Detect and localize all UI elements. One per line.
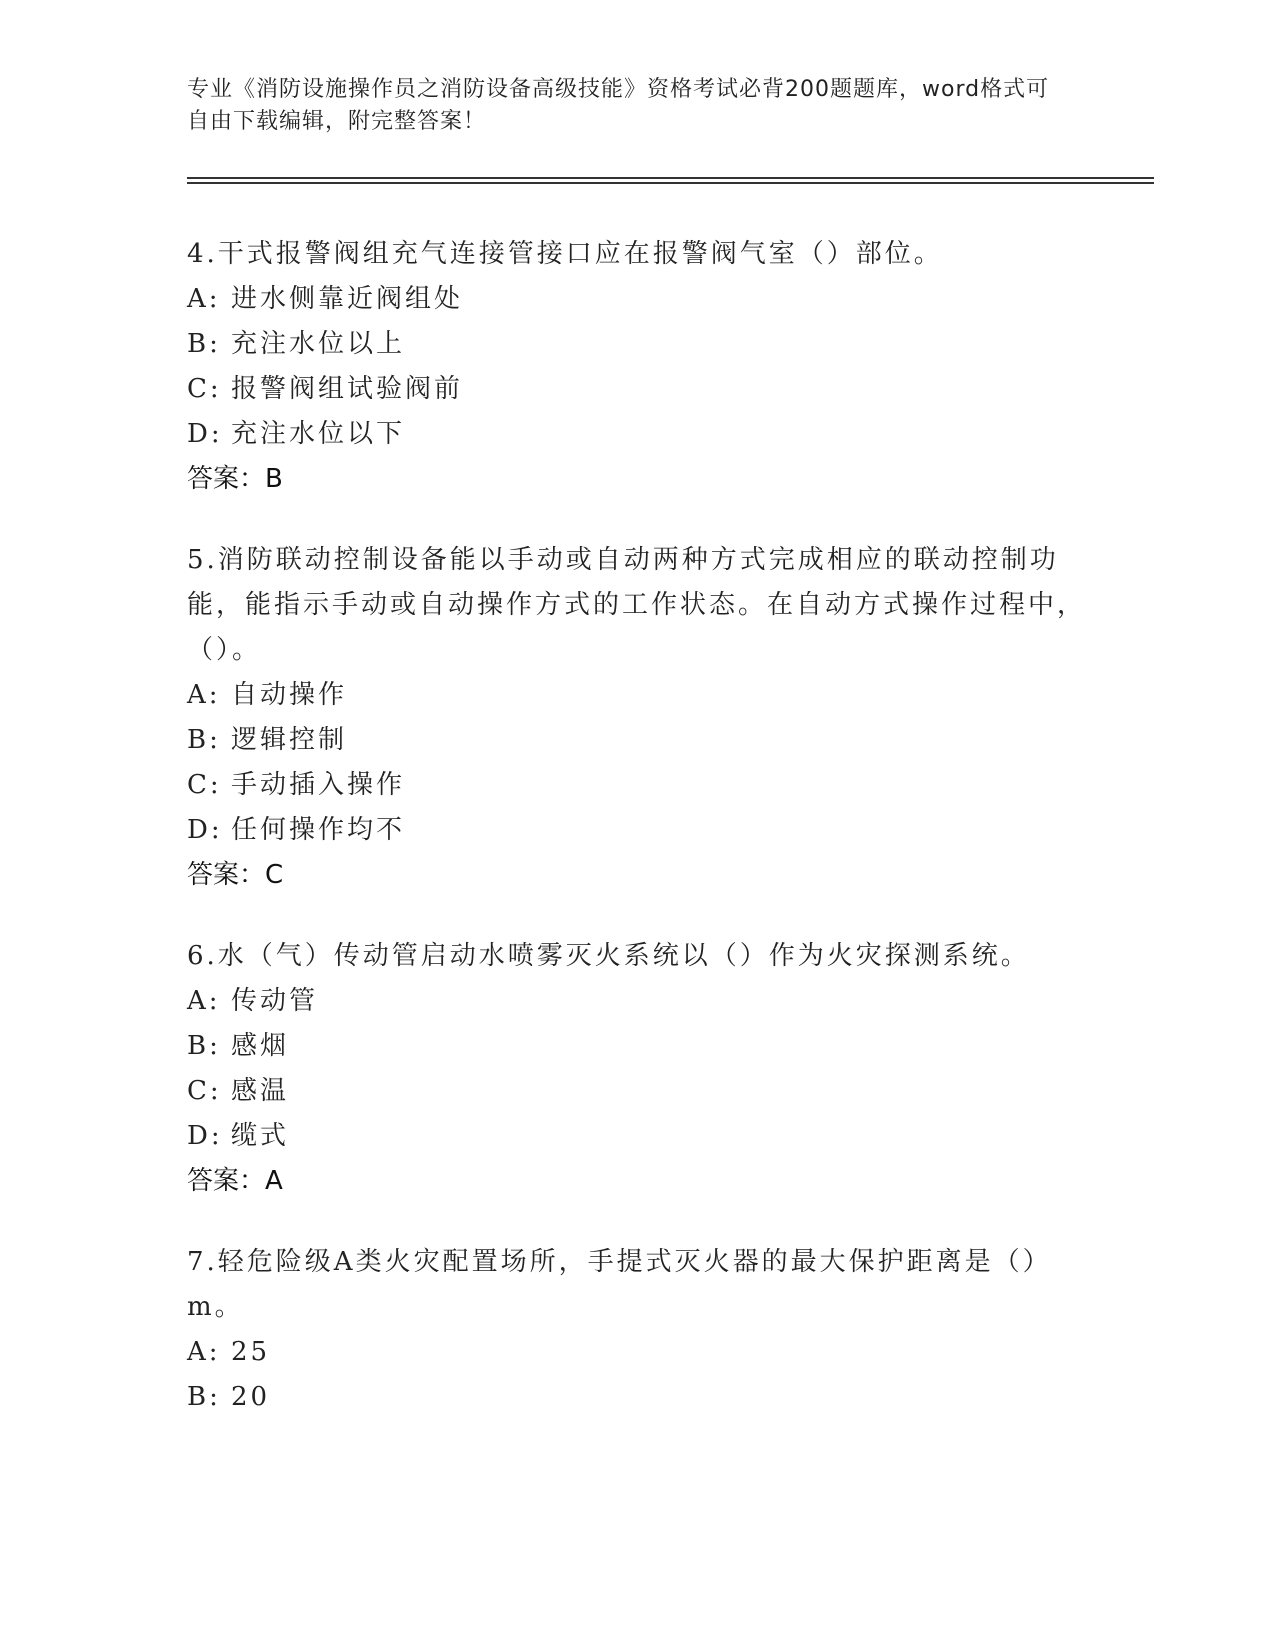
answer-line: 答案：A: [187, 1166, 283, 1196]
option-key: A:: [187, 680, 221, 710]
option-text: 进水侧靠近阀组处: [231, 284, 464, 314]
option-a: [187, 277, 1087, 322]
option-text: 任何操作均不: [231, 815, 406, 845]
option-key: A:: [187, 284, 221, 314]
option-text: 20: [231, 1382, 271, 1412]
option-b: [187, 1375, 1087, 1420]
answer-line: 答案：C: [187, 860, 284, 890]
option-key: B:: [187, 725, 221, 755]
option-b: [187, 718, 1087, 763]
option-d: [187, 412, 1087, 457]
option-text: 报警阀组试验阀前: [231, 374, 464, 404]
option-key: A:: [187, 986, 221, 1016]
question-list: [187, 232, 1087, 1456]
option-key: B:: [187, 1382, 221, 1412]
option-text: 25: [231, 1337, 271, 1367]
option-a: [187, 673, 1087, 718]
answer-line: 答案：B: [187, 464, 283, 494]
option-a: [187, 1330, 1087, 1375]
option-text: 充注水位以上: [231, 329, 406, 359]
option-text: 充注水位以下: [231, 419, 406, 449]
option-key: B:: [187, 329, 221, 359]
question-item: [187, 232, 1087, 502]
question-stem: 5.消防联动控制设备能以手动或自动两种方式完成相应的联动控制功能，能指示手动或自动操作方式的工作状态。在自动方式操作过程中，（）。: [187, 545, 1087, 665]
option-key: B:: [187, 1031, 221, 1061]
option-text: 感温: [231, 1076, 290, 1106]
option-d: [187, 808, 1087, 853]
option-text: 逻辑控制: [231, 725, 348, 755]
option-text: 手动插入操作: [231, 770, 406, 800]
question-stem: 4.干式报警阀组充气连接管接口应在报警阀气室（）部位。: [187, 239, 943, 269]
document-header: 专业《消防设施操作员之消防设备高级技能》资格考试必背200题题库，word格式可自由下载编辑，附完整答案！: [187, 77, 1050, 134]
option-a: [187, 979, 1087, 1024]
option-key: C:: [187, 374, 222, 404]
question-item: [187, 934, 1087, 1204]
option-c: [187, 763, 1087, 808]
question-stem: 7.轻危险级A类火灾配置场所，手提式灭火器的最大保护距离是（）m。: [187, 1247, 1052, 1322]
option-key: C:: [187, 770, 222, 800]
option-key: A:: [187, 1337, 221, 1367]
option-c: [187, 1069, 1087, 1114]
option-d: [187, 1114, 1087, 1159]
option-text: 传动管: [231, 986, 319, 1016]
question-stem: 6.水（气）传动管启动水喷雾灭火系统以（）作为火灾探测系统。: [187, 941, 1030, 971]
header-rule-bottom: [187, 182, 1154, 184]
question-item: [187, 538, 1087, 898]
option-c: [187, 367, 1087, 412]
option-key: C:: [187, 1076, 222, 1106]
option-key: D:: [187, 419, 223, 449]
option-text: 缆式: [231, 1121, 290, 1151]
header-rule-top: [187, 177, 1154, 179]
option-text: 自动操作: [231, 680, 348, 710]
option-text: 感烟: [231, 1031, 290, 1061]
option-b: [187, 322, 1087, 367]
option-key: D:: [187, 1121, 223, 1151]
option-key: D:: [187, 815, 223, 845]
question-item: [187, 1240, 1087, 1420]
option-b: [187, 1024, 1087, 1069]
